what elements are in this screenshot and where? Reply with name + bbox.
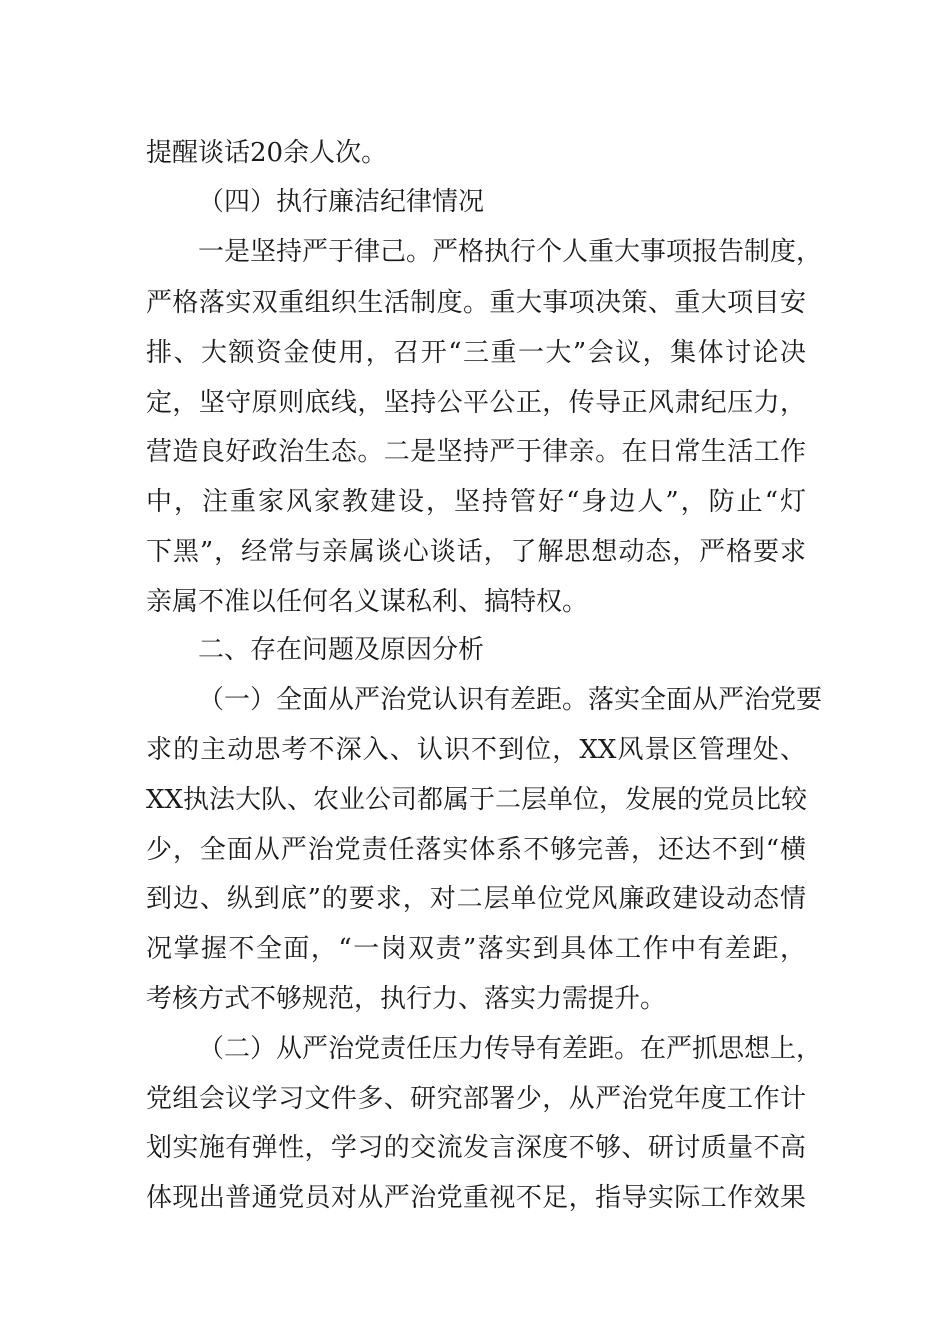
text-line: （一）全面从严治党认识有差距。落实全面从严治党要: [198, 685, 823, 715]
text-line: 党组会议学习文件多、研究部署少，从严治党年度工作计: [146, 1084, 806, 1114]
text-line: 求的主动思考不深入、认识不到位，XX风景区管理处、: [146, 735, 806, 765]
text-line: 况掌握不全面，“一岗双责”落实到具体工作中有差距，: [146, 934, 806, 964]
text-line: （二）从严治党责任压力传导有差距。在严抓思想上，: [198, 1034, 823, 1064]
section-heading: （四）执行廉洁纪律情况: [198, 187, 485, 217]
text-line: 排、大额资金使用，召开“三重一大”会议，集体讨论决: [146, 338, 806, 368]
text-line: 提醒谈话20余人次。: [146, 138, 388, 168]
text-line: 下黑”，经常与亲属谈心谈话，了解思想动态，严格要求: [146, 537, 806, 567]
text-line: 划实施有弹性，学习的交流发言深度不够、研讨质量不高: [146, 1133, 806, 1163]
text-line: 考核方式不够规范，执行力、落实力需提升。: [146, 984, 667, 1014]
text-line: 到边、纵到底”的要求，对二层单位党风廉政建设动态情: [146, 884, 806, 914]
section-heading: 二、存在问题及原因分析: [198, 635, 485, 665]
text-line: 体现出普通党员对从严治党重视不足，指导实际工作效果: [146, 1183, 806, 1213]
text-line: 少，全面从严治党责任落实体系不够完善，还达不到“横: [146, 835, 806, 865]
text-line: XX执法大队、农业公司都属于二层单位，发展的党员比较: [146, 785, 808, 815]
text-line: 一是坚持严于律己。严格执行个人重大事项报告制度，: [198, 237, 823, 267]
text-line: 定，坚守原则底线，坚持公平公正，传导正风肃纪压力，: [146, 388, 806, 418]
text-line: 严格落实双重组织生活制度。重大事项决策、重大项目安: [146, 288, 806, 318]
text-line: 营造良好政治生态。二是坚持严于律亲。在日常生活工作: [146, 437, 806, 467]
text-line: 亲属不准以任何名义谋私利、搞特权。: [146, 587, 589, 617]
text-line: 中，注重家风家教建设，坚持管好“身边人”，防止“灯: [146, 487, 806, 517]
